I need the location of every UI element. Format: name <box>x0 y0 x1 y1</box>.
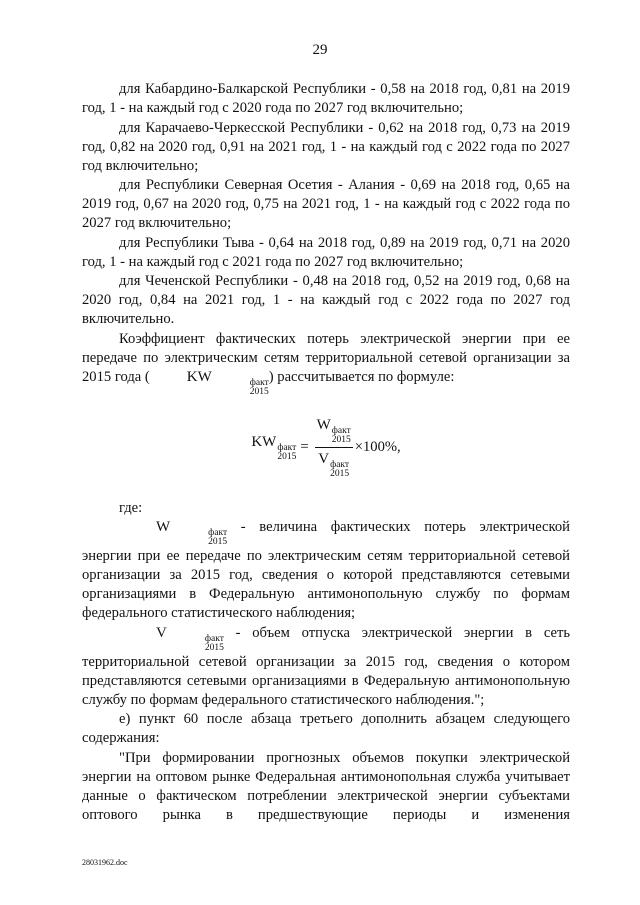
paragraph-kchr: для Карачаево-Черкесской Республики - 0,62 на 2018 год, 0,73 на 2019 год, 0,82 на 2020 год, 0,91 на 2021 год, 1 - на каждый год с 2022 года по 2027 год включительно; <box>82 119 570 174</box>
definition-w-text: - величина фактических потерь электрической энергии при ее передаче по электрическим сетям территориальной сетевой организации за 2015 год, сведения о которой представляются сетевыми организациями в Федеральную антимонопольную службу по формам федерального статистического наблюдения; <box>82 519 570 621</box>
definition-w-symbol: W факт 2015 <box>156 519 228 547</box>
inline-kw-symbol: KW факт 2015 <box>186 368 269 397</box>
file-name-footer: 28031962.doc <box>82 858 128 867</box>
loss-coefficient-formula <box>82 411 570 485</box>
formula-times-percent: ×100%, <box>354 439 401 455</box>
page-number: 29 <box>312 42 328 58</box>
formula-kw: KW факт 2015 <box>251 434 297 462</box>
definition-v-text: - объем отпуска электрической энергии в сеть территориальной сетевой организации за 2015 год, сведения о котором представляются сетевыми организациями в Федеральную антимонопольную службу по формам федерального статистического наблюдения."; <box>82 624 570 708</box>
definition-w <box>82 518 570 623</box>
document-body <box>82 80 570 825</box>
where-label: где: <box>119 499 143 516</box>
formula-numerator: W факт 2015 <box>315 416 353 448</box>
paragraph-kbr: для Кабардино-Балкарской Республики - 0,58 на 2018 год, 0,81 на 2019 год, 1 - на каждый год с 2020 года по 2027 год включительно; <box>82 81 570 116</box>
formula-fraction <box>315 416 353 479</box>
quoted-text: "При формировании прогнозных объемов покупки электрической энергии на оптовом рынке Федеральная антимонопольная служба учитывает данные о фактическом потреблении электрической энергии субъектами оптового рынка в предшествующие периоды и изменения <box>82 749 570 823</box>
paragraph-tyva: для Республики Тыва - 0,64 на 2018 год, 0,89 на 2019 год, 0,71 на 2020 год, 1 - на каждый год с 2021 года по 2027 год включительно; <box>82 234 570 270</box>
item-e: е) пункт 60 после абзаца третьего дополнить абзацем следующего содержания: <box>82 711 570 746</box>
definition-v-symbol: V факт 2015 <box>156 624 224 653</box>
formula-denominator: V факт 2015 <box>318 451 350 479</box>
paragraph-chechnya: для Чеченской Республики - 0,48 на 2018 год, 0,52 на 2019 год, 0,68 на 2020 год, 0,84 на 2021 год, 1 - на каждый год с 2022 года по 2027 год включительно. <box>82 273 570 327</box>
coefficient-intro-tail: ) рассчитывается по формуле: <box>268 368 455 385</box>
definition-v <box>82 624 570 710</box>
paragraph-rso: для Республики Северная Осетия - Алания - 0,69 на 2018 год, 0,65 на 2019 год, 0,67 на 2020 год, 0,75 на 2021 год, 1 - на каждый год с 2022 года по 2027 год включительно; <box>82 177 570 231</box>
formula-equals: = <box>300 439 309 455</box>
coefficient-intro <box>82 330 570 397</box>
coefficient-intro-text: Коэффициент фактических потерь электрической энергии при ее передаче по электрическим сетям территориальной сетевой организации за 2015 года ( <box>82 330 570 385</box>
